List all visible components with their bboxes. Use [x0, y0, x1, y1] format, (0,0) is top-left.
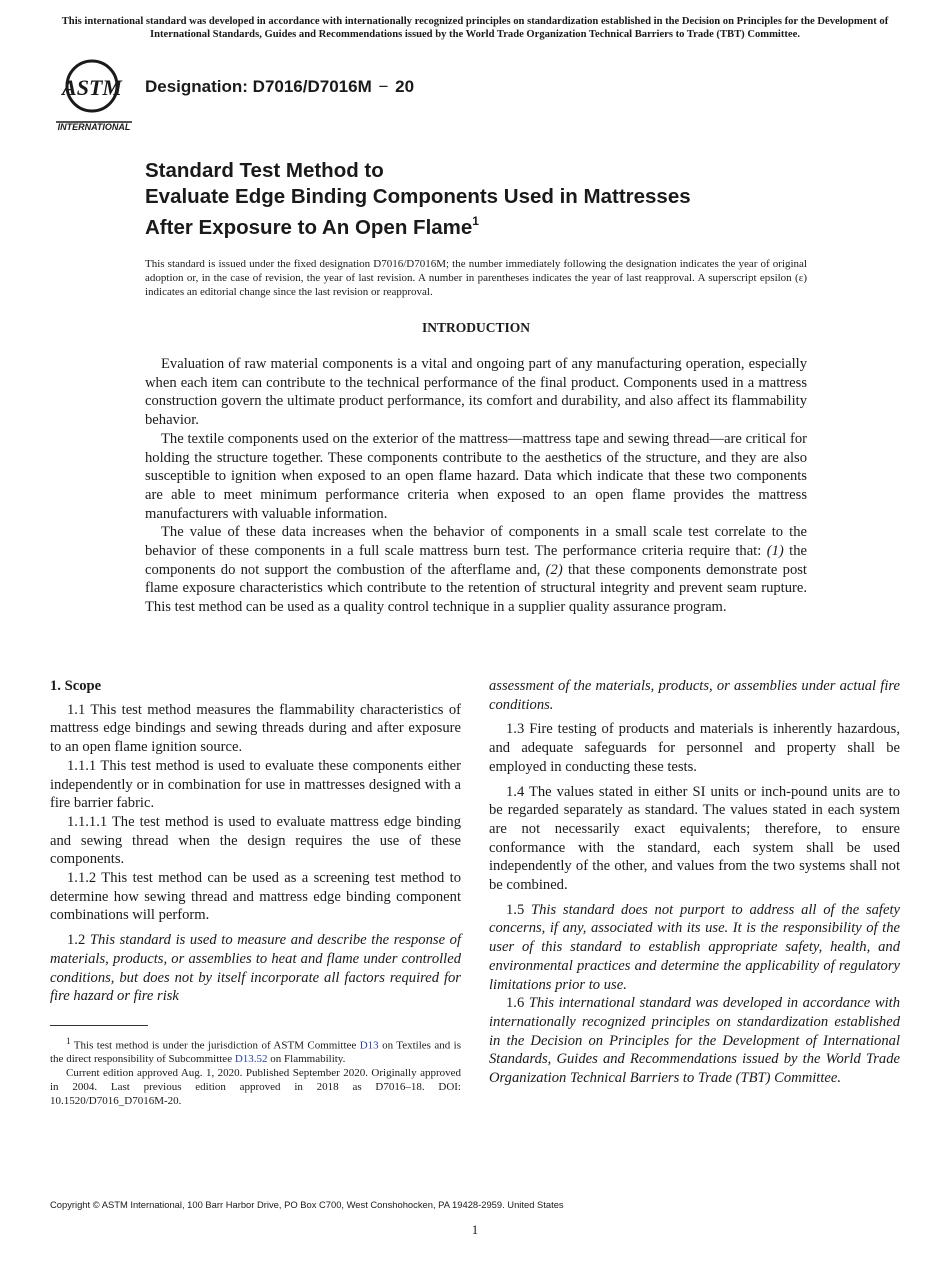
right-column: [489, 677, 900, 1088]
title-footnote-mark: 1: [472, 214, 479, 228]
section-1-3: 1.3 Fire testing of products and materials is inherently hazardous, and adequate safeguards for personnel and property shall be employed in conducting these tests.: [489, 721, 900, 775]
astm-logo-subtext: INTERNATIONAL: [57, 122, 131, 132]
section-1-2-continued: assessment of the materials, products, or assemblies under actual fire conditions.: [489, 678, 900, 713]
scope-heading: 1. Scope: [50, 678, 102, 694]
title-line-2: Evaluate Edge Binding Components Used in Mattresses: [145, 184, 691, 208]
footnote-edition: Current edition approved Aug. 1, 2020. Published September 2020. Originally approved in 2004. Last previous edition approved in 2018 as D7016–18. DOI: 10.1520/D7016_D7016M-20.: [50, 1067, 461, 1107]
issued-note: This standard is issued under the fixed designation D7016/D7016M; the number immediately following the designation indicates the year of original adoption or, in the case of revision, the year of last revision. A number in parentheses indicates the year of last reapproval. A superscript epsilon (ε) indicates an editorial change since the last revision or reapproval.: [145, 258, 807, 298]
section-1-1-1-1: 1.1.1.1 The test method is used to evaluate mattress edge binding and sewing thread when the design requires the use of these components.: [50, 813, 461, 868]
section-1-1: 1.1 This test method measures the flammability characteristics of mattress edge bindings and sewing threads during and after exposure to an open flame ignition source.: [50, 701, 461, 756]
designation-dash: −: [378, 77, 389, 96]
designation: [145, 77, 414, 97]
document-title: [145, 158, 825, 241]
introduction-paragraph: Evaluation of raw material components is a vital and ongoing part of any manufacturing operation, especially when each item can contribute to the technical performance of the final product. Components used in a mattress construction govern the ultimate product performance, its comfort and durability, and also affect its flammability behavior.: [145, 356, 807, 429]
title-line-3: After Exposure to An Open Flame: [145, 216, 473, 239]
designation-year: 20: [395, 77, 415, 96]
section-1-4: 1.4 The values stated in either SI units or inch-pound units are to be regarded separately as standard. The values stated in each system are not necessarily exact equivalents; therefore, to ensure conformance with the standard, each system shall be used independently of the other, and values from the two systems shall not be combined.: [489, 783, 900, 894]
section-1-1-1: 1.1.1 This test method is used to evaluate these components either independently or in combination for use in mattresses designed with a fire barrier fabric.: [50, 757, 461, 812]
section-1-2: 1.2 This standard is used to measure and describe the response of materials, products, or assemblies to heat and flame under controlled conditions, but does not by itself incorporate all factors required for fire hazard or fire risk: [50, 932, 461, 1005]
subcommittee-d13-52-link[interactable]: D13.52: [234, 1053, 268, 1066]
designation-label: Designation: D7016/D7016M: [145, 77, 372, 96]
introduction-body: [145, 355, 807, 617]
section-1-5: 1.5 This standard does not purport to address all of the safety concerns, if any, associated with its use. It is the responsibility of the user of this standard to establish appropriate safety, health, and environmental practices and determine the applicability of regulatory limitations prior to use.: [489, 901, 900, 993]
footnote-divider: [50, 1025, 148, 1026]
standards-notice: This international standard was developed in accordance with internationally recognized principles on standardization established in the Decision on Principles for the Development of International Standards, Guides and Recommendations issued by the World Trade Organization Technical Barriers to Trade (TBT) Committee.: [61, 16, 889, 40]
astm-logo: [52, 56, 136, 132]
committee-d13-link[interactable]: D13: [359, 1039, 379, 1052]
footnotes: [50, 1035, 461, 1109]
introduction-paragraph: The textile components used on the exterior of the mattress—mattress tape and sewing thread—are critical for holding the structure together. These components contribute to the aesthetics of the structure, and they are also susceptible to ignition when exposed to an open flame hazard. Data which indicate that these two components are able to meet minimum performance criteria when exposed to an open flame provides the mattress manufacturers with valuable information.: [145, 430, 807, 522]
section-1-1-2: 1.1.2 This test method can be used as a screening test method to determine how sewing thread and mattress edge binding component combinations will perform.: [50, 870, 461, 924]
left-column: [50, 677, 461, 1006]
introduction-paragraph: The value of these data increases when the behavior of components in a small scale test correlate to the behavior of these components in a full scale mattress burn test. The performance criteria require that: (1) the components do not support the combustion of the afterflame and, (2) that these components demonstrate post flame exposure characteristics which contribute to the retention of structural integrity and prevent seam rupture. This test method can be used as a quality control technique in a supplier quality assurance program.: [145, 524, 807, 616]
footnote-1: $^1$ This test method is under the jurisdiction of ASTM Committee D13 on Textiles and is the direct responsibility of Subcommittee D13.52 on Flammability.: [50, 1036, 462, 1066]
title-line-1: Standard Test Method to: [145, 159, 384, 182]
page-number: 1: [471, 1222, 479, 1237]
copyright: Copyright © ASTM International, 100 Barr Harbor Drive, PO Box C700, West Conshohocken, PA 19428-2959. United States: [50, 1199, 564, 1210]
introduction-heading: INTRODUCTION: [421, 320, 530, 335]
astm-logo-text: ASTM: [62, 75, 122, 100]
section-1-6: 1.6 This international standard was developed in accordance with internationally recognized principles on standardization established in the Decision on Principles for the Development of International Standards, Guides and Recommendations issued by the World Trade Organization Technical Barriers to Trade (TBT) Committee.: [489, 995, 901, 1087]
